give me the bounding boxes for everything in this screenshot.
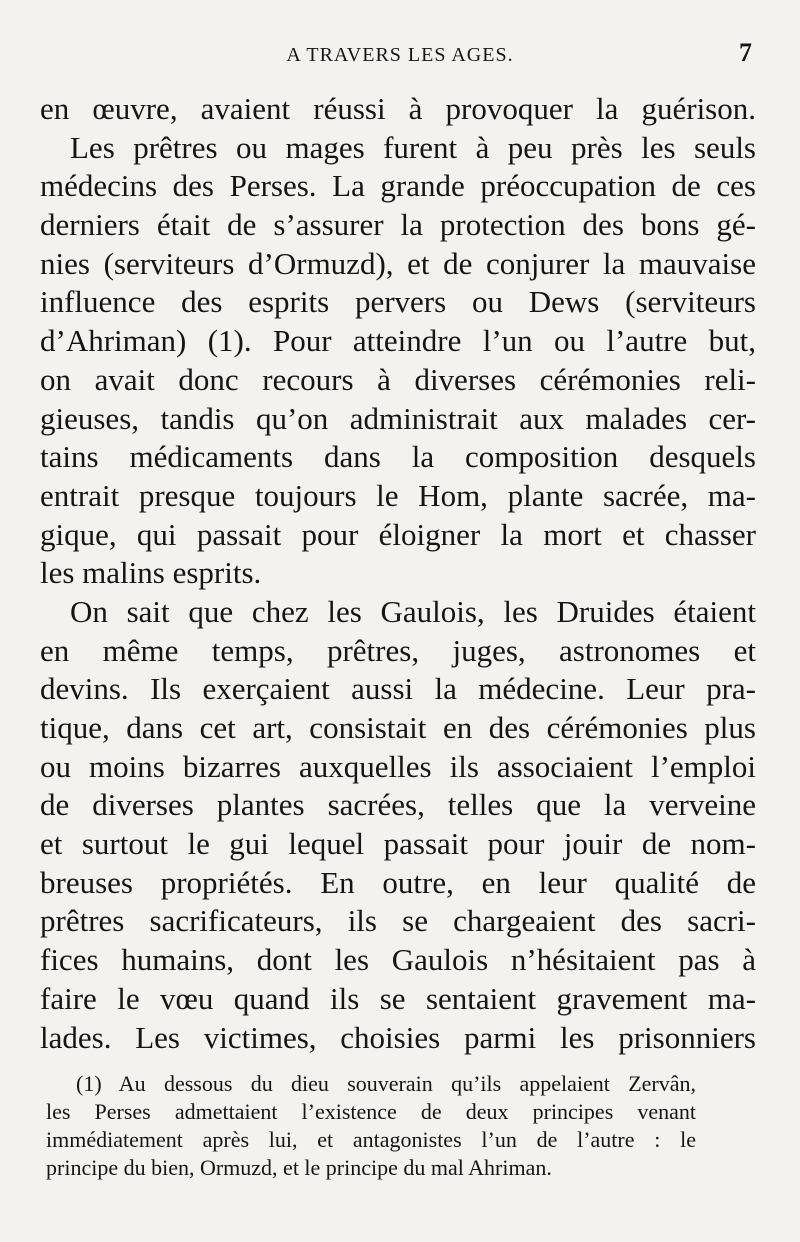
text-line: et surtout le gui lequel passait pour jouir de nom- — [40, 826, 756, 862]
text-line: tains médicaments dans la composition desquels — [40, 439, 756, 475]
text-line: tique, dans cet art, consistait en des cérémonies plus — [40, 710, 756, 745]
footnote-line: (1) Au dessous du dieu souverain qu’ils appelaient Zervân, — [76, 1071, 696, 1096]
text-line: On sait que chez les Gaulois, les Druides étaient — [70, 593, 756, 629]
text-line: fices humains, dont les Gaulois n’hésitaient pas à — [40, 942, 756, 978]
page-number: 7 — [739, 38, 752, 67]
text-line: derniers était de s’assurer la protection des bons gé- — [40, 207, 756, 243]
body-text — [40, 90, 756, 1057]
text-line: en œuvre, avaient réussi à provoquer la guérison. — [40, 91, 756, 126]
running-title: A TRAVERS LES AGES. — [286, 44, 514, 66]
text-line: devins. Ils exerçaient aussi la médecine. Leur pra- — [40, 671, 756, 707]
text-line: de diverses plantes sacrées, telles que la verveine — [40, 787, 756, 823]
footnote-line: principe du bien, Ormuzd, et le principe du mal Ahriman. — [46, 1155, 552, 1180]
text-line: ou moins bizarres auxquelles ils associaient l’emploi — [40, 748, 756, 784]
text-line: breuses propriétés. En outre, en leur qualité de — [40, 864, 756, 900]
text-line: influence des esprits pervers ou Dews (serviteurs — [40, 284, 756, 320]
text-line: médecins des Perses. La grande préoccupation de ces — [40, 168, 756, 204]
footnote-line: les Perses admettaient l’existence de deux principes venant — [46, 1099, 696, 1124]
text-line: faire le vœu quand ils se sentaient gravement ma- — [40, 980, 756, 1016]
text-line: nies (serviteurs d’Ormuzd), et de conjurer la mauvaise — [40, 245, 756, 281]
text-line: les malins esprits. — [40, 555, 262, 591]
text-line: lades. Les victimes, choisies parmi les prisonniers — [40, 1019, 756, 1055]
text-line: entrait presque toujours le Hom, plante sacrée, ma- — [40, 477, 756, 513]
footnote — [46, 1070, 696, 1182]
text-line: prêtres sacrificateurs, ils se chargeaient des sacri- — [40, 903, 756, 939]
text-line: d’Ahriman) (1). Pour atteindre l’un ou l’autre but, — [40, 323, 756, 359]
page-header — [40, 36, 760, 72]
text-line: Les prêtres ou mages furent à peu près les seuls — [70, 129, 756, 165]
text-line: gieuses, tandis qu’on administrait aux malades cer- — [40, 400, 756, 436]
text-line: gique, qui passait pour éloigner la mort et chasser — [40, 516, 756, 552]
footnote-line: immédiatement après lui, et antagonistes l’un de l’autre : le — [46, 1127, 696, 1152]
text-line: on avait donc recours à diverses cérémonies reli- — [40, 361, 756, 397]
text-line: en même temps, prêtres, juges, astronomes et — [40, 632, 756, 668]
